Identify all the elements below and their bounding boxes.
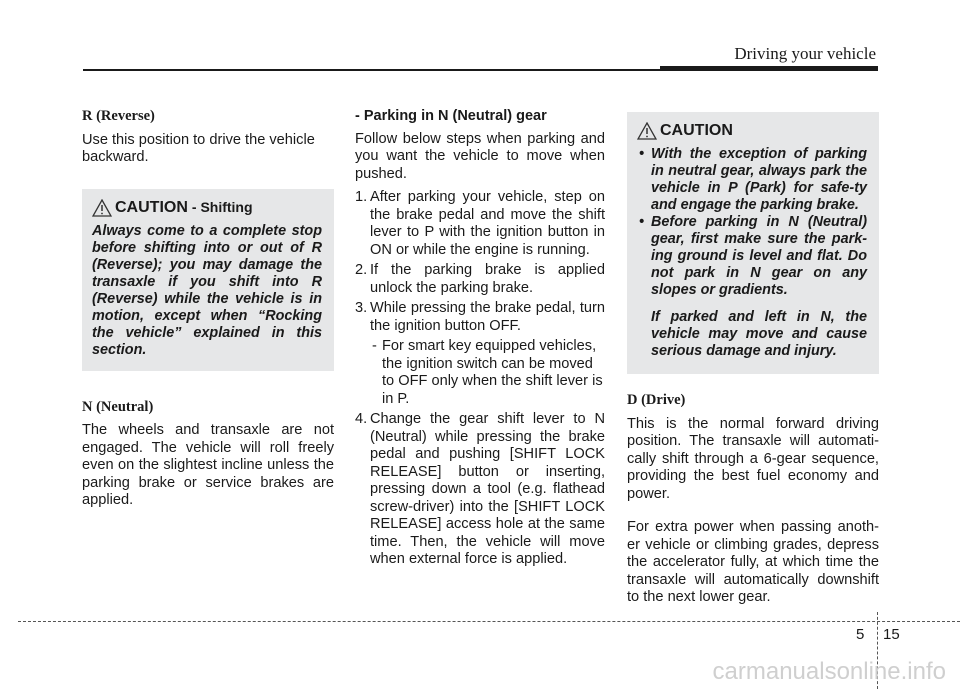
caution-box-shifting	[82, 189, 334, 371]
header-rule-accent	[660, 66, 878, 71]
caution-text: Always come to a complete stop before shifting into or out of R (Reverse); you may damage the transaxle if you shift into R (Reverse) while the vehicle is in motion, except when “Rocking the vehicle” explained in this section.	[92, 222, 322, 358]
caution-bullets	[637, 146, 867, 360]
reverse-text: Use this position to drive the vehicle backward.	[82, 131, 315, 165]
parking-neutral-heading: - Parking in N (Neutral) gear	[355, 108, 547, 124]
footer-rule	[18, 621, 960, 622]
drive-heading: D (Drive)	[627, 392, 686, 408]
neutral-text: The wheels and transaxle are not engaged. The vehicle will roll freely even on the slightest incline unless the parking brake or service brakes are applied.	[82, 422, 334, 508]
step-item: 3. While pressing the brake pedal, turn the ignition button OFF. - For smart key equipped vehicles, the ignition switch can be moved to OFF only when the shift lever is in P.	[355, 300, 605, 407]
header-rule	[83, 69, 660, 71]
neutral-heading: N (Neutral)	[82, 398, 154, 415]
step-sub-item: - For smart key equipped vehicles, the ignition switch can be moved to OFF only when the shift lever is in P.	[372, 338, 603, 407]
parking-steps	[355, 189, 605, 569]
column-middle	[355, 108, 605, 572]
page-number: 15	[883, 626, 900, 643]
caution-bullet: • Before parking in N (Neutral) gear, first make sure the park-ing ground is level and flat. Do not park in N gear on any slopes or gradients. If parked and left in N, the vehicle may move and cause serious damage and injury.	[639, 214, 867, 359]
caution-bullet: • With the exception of parking in neutral gear, always park the vehicle in P (Park) for safe-ty and engage the parking brake.	[639, 146, 867, 213]
step-item: 1. After parking your vehicle, step on the brake pedal and move the shift lever to P with the ignition button in ON or while the engine is running.	[355, 189, 605, 258]
warning-triangle-icon	[637, 122, 657, 140]
step-item: 4. Change the gear shift lever to N (Neutral) while pressing the brake pedal and pushing [SHIFT LOCK RELEASE] button or inserting, pressing down a tool (e.g. flathead screw-driver) into the [SHIFT LOCK RELEASE] access hole at the same time. Then, the vehicle will move when external force is applied.	[355, 411, 605, 567]
caution-title-row	[92, 199, 322, 217]
caution-title: CAUTION	[115, 198, 188, 216]
column-left	[82, 108, 334, 510]
page-header-title: Driving your vehicle	[734, 44, 876, 63]
caution-title-row	[637, 122, 867, 140]
drive-text-extra: For extra power when passing anoth-er vehicle or climbing grades, depress the accelerator fully, at which time the transaxle will automatically downshift to the next lower gear.	[627, 519, 879, 605]
caution-title: CAUTION	[660, 122, 733, 140]
caution-box-parking	[627, 112, 879, 374]
step-item: 2. If the parking brake is applied unlock the parking brake.	[355, 262, 605, 296]
caution-subtitle: - Shifting	[191, 198, 253, 215]
drive-text: This is the normal forward driving position. The transaxle will automati-cally shift through a 6-gear sequence, providing the best fuel economy and power.	[627, 415, 879, 502]
chapter-number: 5	[856, 626, 865, 643]
warning-triangle-icon	[92, 199, 112, 217]
reverse-heading: R (Reverse)	[82, 108, 155, 124]
caution-extra: If parked and left in N, the vehicle may move and cause serious damage and injury.	[651, 309, 867, 359]
watermark-text: carmanualsonline.info	[712, 658, 946, 685]
parking-intro: Follow below steps when parking and you want the vehicle to move when pushed.	[355, 130, 605, 182]
column-right	[627, 112, 879, 607]
